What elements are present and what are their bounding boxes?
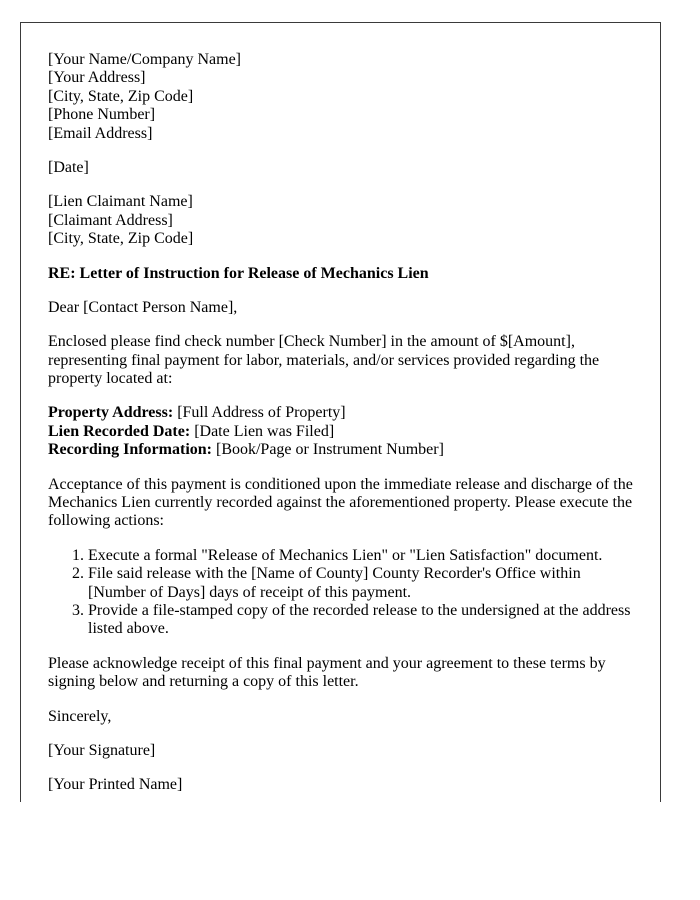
detail-label: Lien Recorded Date: xyxy=(48,422,191,440)
sender-line: [Phone Number] xyxy=(48,106,156,124)
detail-label: Recording Information: xyxy=(48,441,212,459)
sender-line: [Email Address] xyxy=(48,124,153,142)
sender-line: [City, State, Zip Code] xyxy=(48,87,194,105)
sender-address-block xyxy=(48,51,633,143)
sender-line: [Your Address] xyxy=(48,69,146,87)
property-details-block xyxy=(48,404,633,459)
recipient-line: [Claimant Address] xyxy=(48,211,173,229)
closing-line: Sincerely, xyxy=(48,707,112,725)
action-items-list xyxy=(48,547,633,639)
property-detail-row xyxy=(48,423,633,441)
property-detail-row xyxy=(48,441,633,459)
recipient-address-block xyxy=(48,193,633,248)
detail-value: [Full Address of Property] xyxy=(173,404,346,422)
subject-line: RE: Letter of Instruction for Release of Mechanics Lien xyxy=(48,264,429,282)
letter-page xyxy=(20,22,661,802)
intro-paragraph: Enclosed please find check number [Check Number] in the amount of $[Amount], representing final payment for labor, materials, and/or services provided regarding the property located at: xyxy=(48,333,600,388)
printed-name-placeholder: [Your Printed Name] xyxy=(48,776,183,794)
conditions-paragraph: Acceptance of this payment is conditioned upon the immediate release and discharge of the Mechanics Lien currently recorded against the aforementioned property. Please execute the following actions: xyxy=(48,475,633,530)
action-item: 3. Provide a file-stamped copy of the recorded release to the undersigned at the address listed above. xyxy=(88,602,633,639)
property-detail-row xyxy=(48,404,633,422)
acknowledgement-paragraph: Please acknowledge receipt of this final payment and your agreement to these terms by signing below and returning a copy of this letter. xyxy=(48,654,606,691)
detail-label: Property Address: xyxy=(48,404,174,422)
recipient-line: [Lien Claimant Name] xyxy=(48,193,193,211)
recipient-line: [City, State, Zip Code] xyxy=(48,230,194,248)
detail-value: [Date Lien was Filed] xyxy=(190,422,335,440)
detail-value: [Book/Page or Instrument Number] xyxy=(211,441,444,459)
action-item: 1. Execute a formal "Release of Mechanics Lien" or "Lien Satisfaction" document. xyxy=(88,547,633,565)
signature-placeholder: [Your Signature] xyxy=(48,741,156,759)
sender-line: [Your Name/Company Name] xyxy=(48,51,242,68)
action-item: 2. File said release with the [Name of County] County Recorder's Office within [Number of Days] days of receipt of this payment. xyxy=(88,565,633,602)
salutation: Dear [Contact Person Name], xyxy=(48,298,238,316)
date-line: [Date] xyxy=(48,158,89,176)
